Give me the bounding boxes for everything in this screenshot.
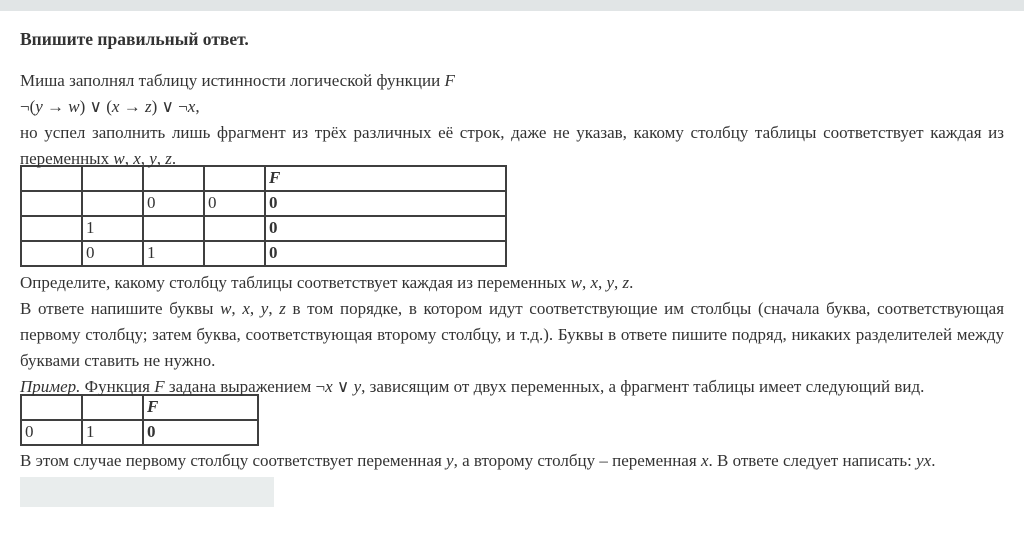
example-table bbox=[20, 394, 259, 446]
text-segment: x bbox=[590, 273, 598, 292]
text-segment: y bbox=[353, 377, 362, 396]
table-row bbox=[21, 216, 506, 241]
text-segment: , bbox=[231, 299, 243, 318]
text-segment: но успел заполнить лишь фрагмент из трёх различных её строк, даже не указав, какому столбцу таблицы соответствует каждая из переменных bbox=[20, 123, 1004, 168]
text-segment: , bbox=[268, 299, 280, 318]
table-cell bbox=[143, 216, 204, 241]
table-cell: 0 bbox=[265, 241, 506, 266]
text-segment: . bbox=[931, 451, 936, 470]
text-segment: , bbox=[598, 273, 607, 292]
example-text bbox=[20, 374, 1004, 400]
text-segment: x bbox=[187, 97, 196, 116]
text-segment: , зависящим от двух переменных, а фрагмент таблицы имеет следующий вид. bbox=[361, 377, 925, 396]
truth-table-fragment bbox=[20, 165, 507, 267]
text-segment: В ответе напишите буквы bbox=[20, 299, 221, 318]
text-segment: , bbox=[195, 97, 200, 116]
text-segment: x bbox=[133, 149, 141, 168]
table-cell bbox=[21, 216, 82, 241]
fragment-note-text bbox=[20, 120, 1004, 172]
table-cell: 0 bbox=[204, 191, 265, 216]
text-segment: w bbox=[113, 149, 125, 168]
text-segment: задана выражением ¬ bbox=[164, 377, 326, 396]
text-segment: → bbox=[119, 97, 145, 116]
intro-text bbox=[20, 68, 1004, 94]
text-segment: → bbox=[42, 97, 69, 116]
table-cell: 1 bbox=[82, 420, 143, 445]
text-segment: y bbox=[446, 451, 454, 470]
table-cell: F bbox=[143, 395, 258, 420]
table-cell: 0 bbox=[82, 241, 143, 266]
text-segment: z bbox=[165, 149, 172, 168]
text-segment: z bbox=[622, 273, 630, 292]
text-segment: x bbox=[111, 97, 120, 116]
text-segment: в том порядке, в котором идут соответствующие им столбцы (сначала буква, соответствующая первому столбцу; затем буква, соответствующая второму столбцу, и т.д.). Буквы в ответе пишите подряд, никаких разделителей между буквами ставить не нужно. bbox=[20, 299, 1005, 370]
table-cell bbox=[204, 216, 265, 241]
table-row bbox=[21, 191, 506, 216]
text-segment: Пример. bbox=[20, 377, 81, 396]
text-segment: y bbox=[35, 97, 43, 116]
text-segment: w bbox=[220, 299, 232, 318]
text-segment: Функция bbox=[80, 377, 155, 396]
text-segment: , bbox=[614, 273, 623, 292]
table-cell: 1 bbox=[82, 216, 143, 241]
text-segment: F bbox=[154, 377, 165, 396]
text-segment: . В ответе следует написать: bbox=[708, 451, 917, 470]
text-segment: yx bbox=[916, 451, 932, 470]
text-segment: В этом случае первому столбцу соответствует переменная bbox=[20, 451, 447, 470]
text-segment: . bbox=[171, 149, 177, 168]
table-cell: 0 bbox=[265, 191, 506, 216]
text-segment: ¬( bbox=[20, 97, 36, 116]
table-cell bbox=[204, 241, 265, 266]
logic-formula bbox=[20, 94, 1004, 120]
text-segment: , bbox=[124, 149, 134, 168]
text-segment: y bbox=[606, 273, 615, 292]
question-content bbox=[0, 28, 1024, 507]
text-segment: w bbox=[570, 273, 582, 292]
table-cell bbox=[21, 191, 82, 216]
text-segment: x bbox=[325, 377, 333, 396]
table-cell bbox=[204, 166, 265, 191]
text-segment: Определите, какому столбцу таблицы соответствует каждая из переменных bbox=[20, 273, 571, 292]
text-segment: x bbox=[242, 299, 250, 318]
text-segment: ) ∨ ¬ bbox=[151, 97, 188, 116]
text-segment: z bbox=[279, 299, 286, 318]
text-segment: F bbox=[444, 71, 455, 90]
text-segment: w bbox=[68, 97, 80, 116]
text-segment: ) ∨ ( bbox=[79, 97, 112, 116]
table-cell: 0 bbox=[21, 420, 82, 445]
text-segment: , bbox=[581, 273, 591, 292]
table-cell bbox=[21, 241, 82, 266]
table-cell: 0 bbox=[143, 420, 258, 445]
table-cell: 0 bbox=[143, 191, 204, 216]
text-segment: Миша заполнял таблицу истинности логической функции bbox=[20, 71, 445, 90]
table-row bbox=[21, 420, 258, 445]
table-cell: F bbox=[265, 166, 506, 191]
text-segment: z bbox=[144, 97, 152, 116]
table-cell: 0 bbox=[265, 216, 506, 241]
determine-text bbox=[20, 270, 1004, 296]
top-bar bbox=[0, 0, 1024, 11]
answer-instructions-text bbox=[20, 296, 1004, 374]
conclusion-text bbox=[20, 448, 1004, 474]
text-segment: , bbox=[140, 149, 150, 168]
text-segment: y bbox=[260, 299, 269, 318]
text-segment: ∨ bbox=[332, 377, 354, 396]
page-title: Впишите правильный ответ. bbox=[20, 29, 249, 49]
table-cell bbox=[82, 191, 143, 216]
text-segment: . bbox=[629, 273, 634, 292]
text-segment: , а второму столбцу – переменная bbox=[453, 451, 701, 470]
text-segment: , bbox=[156, 149, 166, 168]
text-segment: x bbox=[700, 451, 709, 470]
text-segment: , bbox=[249, 299, 261, 318]
answer-input[interactable] bbox=[20, 477, 274, 507]
table-cell: 1 bbox=[143, 241, 204, 266]
text-segment: y bbox=[149, 149, 157, 168]
table-row bbox=[21, 241, 506, 266]
